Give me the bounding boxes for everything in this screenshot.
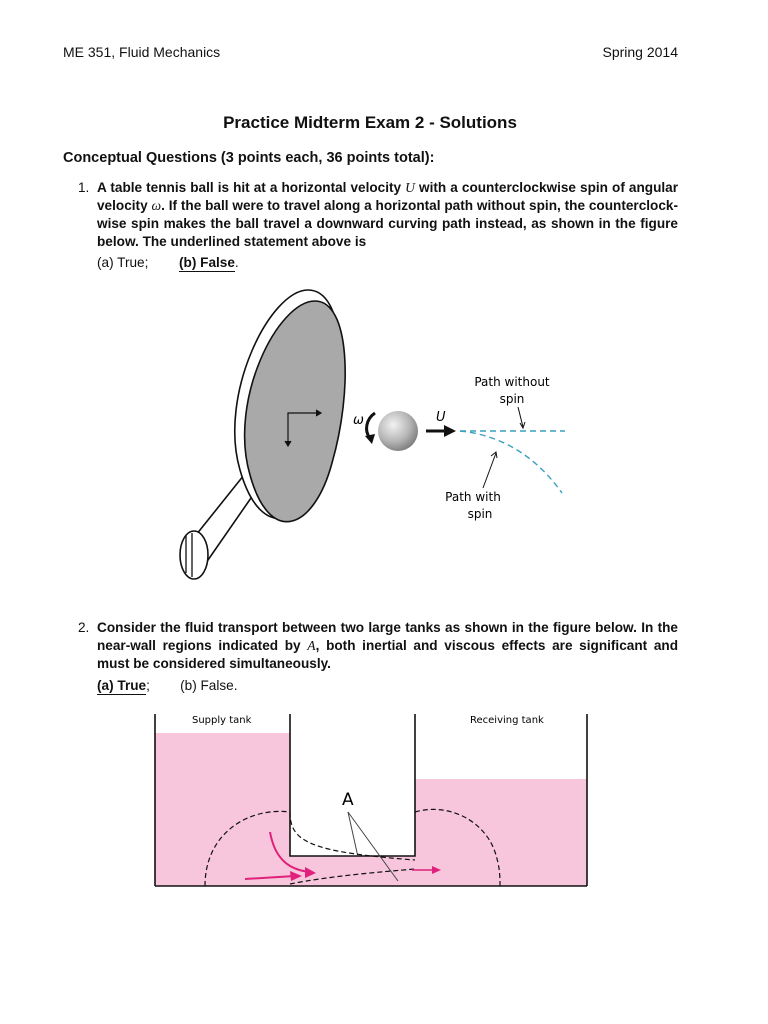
q1-option-b: (b) False xyxy=(179,255,235,270)
q1-number: 1. xyxy=(78,180,90,195)
section-heading: Conceptual Questions (3 points each, 36 points total): xyxy=(63,150,435,166)
omega-label: ω xyxy=(353,413,364,428)
q1-text-part: . If the ball were to travel along a horizontal path without spin, the counterclock-wise spin makes the ball travel a downward curving path instead, as shown in the figure below. The underlined statement above is xyxy=(97,198,679,249)
q2-option-a-suffix: ; xyxy=(146,678,150,693)
q2-options xyxy=(97,678,238,695)
region-a-label: A xyxy=(342,790,354,810)
ball xyxy=(378,411,418,451)
q2-symbol-a: A xyxy=(307,638,316,653)
page-title: Practice Midterm Exam 2 - Solutions xyxy=(223,113,517,132)
q2-number: 2. xyxy=(78,620,90,635)
q2-text xyxy=(97,619,678,673)
label-spin-line1: Path with xyxy=(445,490,501,504)
q1-symbol-omega: ω xyxy=(151,198,162,213)
u-label: U xyxy=(436,410,446,425)
label-spin-line2: spin xyxy=(467,507,493,521)
q2-option-b: (b) False. xyxy=(180,678,238,693)
q1-text xyxy=(97,179,678,251)
q1-text-part: with a counterclockwise spin of angular velocity xyxy=(97,180,679,213)
header-term: Spring 2014 xyxy=(602,44,678,60)
supply-tank-label: Supply tank xyxy=(192,715,252,726)
q1-figure xyxy=(170,285,570,585)
q2-figure xyxy=(150,712,592,890)
header-course: ME 351, Fluid Mechanics xyxy=(63,44,221,60)
q1-text-part: A table tennis ball is hit at a horizontal velocity xyxy=(97,180,406,195)
receiving-tank-label: Receiving tank xyxy=(470,715,544,726)
q1-options xyxy=(97,255,239,272)
supply-tank-fluid xyxy=(155,733,290,886)
q2-text-part: Consider the fluid transport between two large tanks as shown in the figure below. In the near-wall regions indicated by xyxy=(97,620,678,653)
q2-option-a: (a) True xyxy=(97,678,147,693)
q1-option-a: (a) True; xyxy=(97,255,149,270)
q1-symbol-u: U xyxy=(405,180,415,195)
q1-option-b-suffix: . xyxy=(234,255,239,270)
label-no-spin-line1: Path without xyxy=(474,375,550,389)
label-no-spin-line2: spin xyxy=(499,392,525,406)
q2-text-part: , both inertial and viscous effects are significant and must be considered simultaneously. xyxy=(97,638,679,671)
